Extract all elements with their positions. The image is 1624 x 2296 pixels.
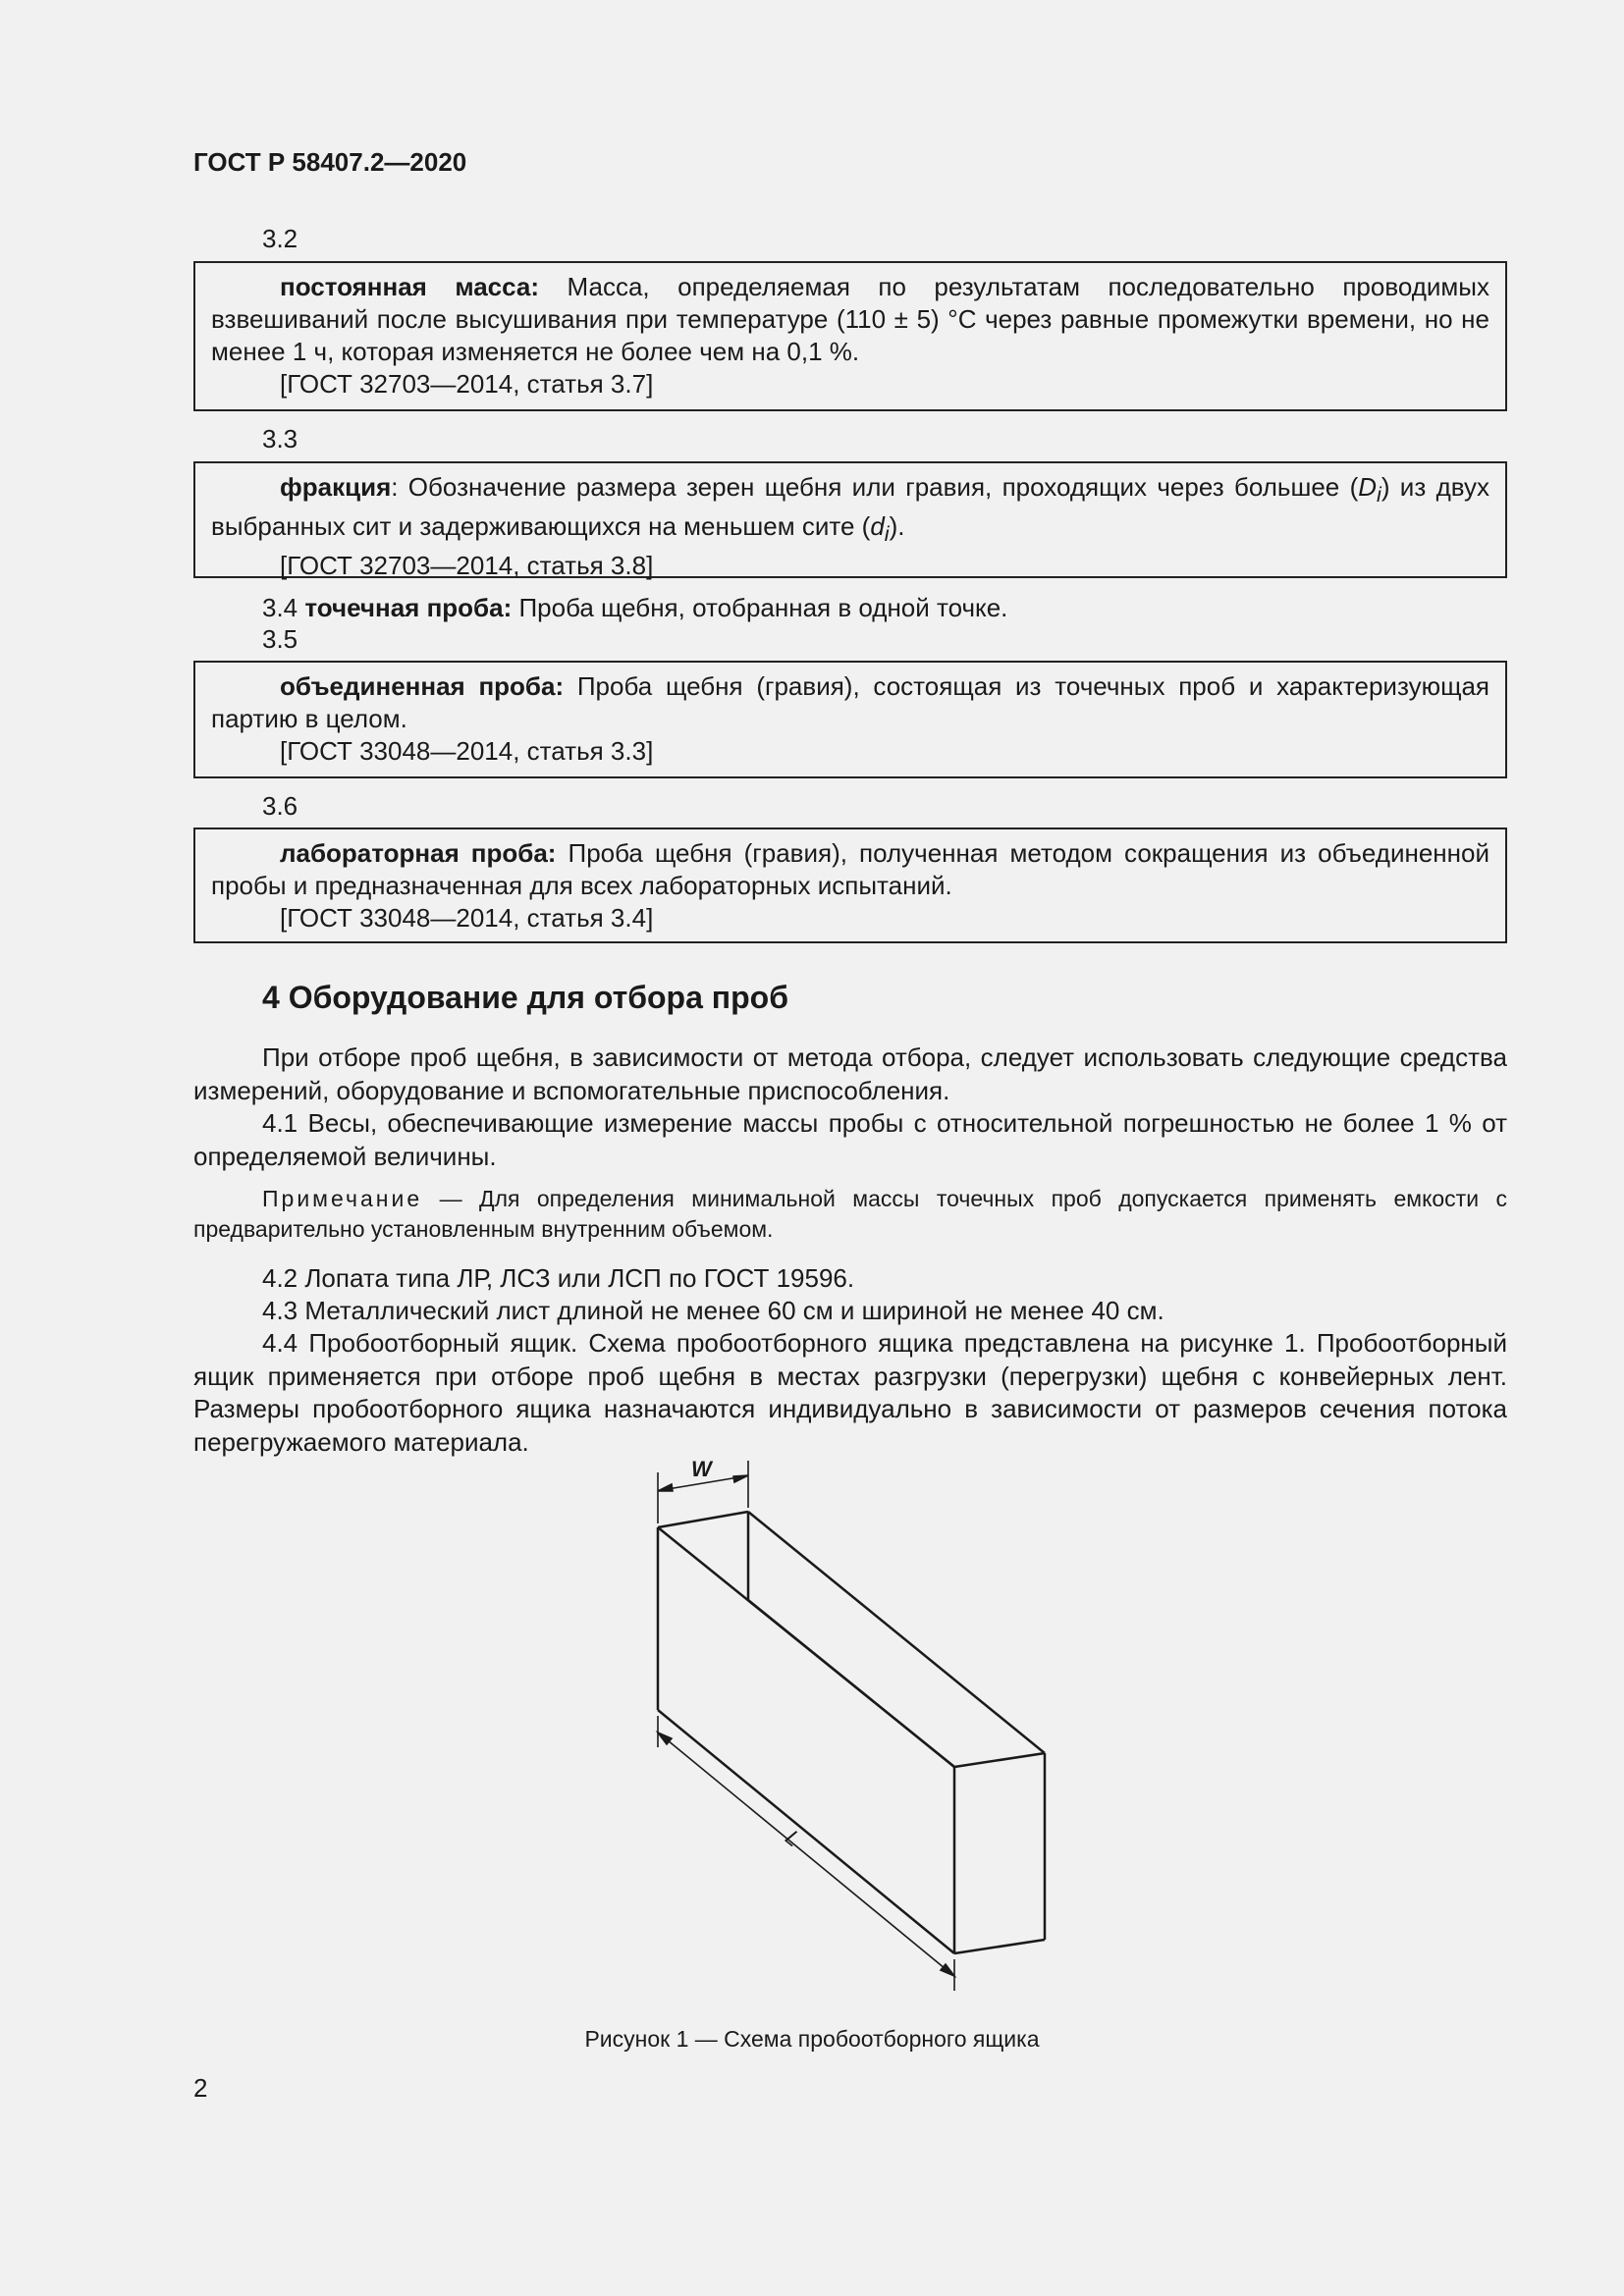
note-label: Примечание (262, 1186, 423, 1211)
paragraph-4-2: 4.2 Лопата типа ЛР, ЛСЗ или ЛСП по ГОСТ 19596. (262, 1263, 855, 1293)
term-name: точечная проба: (304, 593, 513, 622)
dimension-label-l: L (781, 1825, 806, 1852)
note: Примечание — Для определения минимальной массы точечных проб допускается применять емкости с предварительно установленным внутренним объемом. (193, 1186, 1507, 1242)
term-name: постоянная масса: (280, 272, 540, 301)
term-name: объединенная проба: (280, 671, 565, 701)
page-number: 2 (193, 2073, 208, 2103)
term-number: 3.5 (262, 624, 298, 654)
paragraph-4-1: 4.1 Весы, обеспечивающие измерение массы пробы с относительной погрешностью не более 1 % от определяемой величины. (193, 1108, 1507, 1171)
term-number: 3.3 (262, 424, 298, 454)
section-title: 4 Оборудование для отбора проб (262, 980, 788, 1015)
term-3-4: 3.4 точечная проба: Проба щебня, отобранная в одной точке. (262, 593, 1008, 622)
paragraph-4-3: 4.3 Металлический лист длиной не менее 60 см и шириной не менее 40 см. (262, 1296, 1164, 1325)
symbol-D: D (1358, 472, 1378, 502)
term-box-3-3 (193, 461, 1507, 581)
term-source: [ГОСТ 33048—2014, статья 3.4] (280, 903, 654, 933)
figure-caption: Рисунок 1 — Схема пробоотборного ящика (584, 2026, 1040, 2052)
term-name: фракция (280, 472, 392, 502)
term-source: [ГОСТ 32703—2014, статья 3.7] (280, 369, 654, 399)
standard-header: ГОСТ Р 58407.2—2020 (193, 147, 467, 177)
term-number: 3.2 (262, 224, 298, 253)
term-definition: объединенная проба: Проба щебня (гравия), состоящая из точечных проб и характеризующая партию в целом. (211, 671, 1490, 733)
dimension-label-w: W (691, 1457, 712, 1481)
symbol-d: d (870, 511, 885, 542)
paragraph-intro: При отборе проб щебня, в зависимости от метода отбора, следует использовать следующие средства измерений, оборудование и вспомогательные приспособления. (193, 1042, 1507, 1105)
paragraph-4-4: 4.4 Пробоотборный ящик. Схема пробоотборного ящика представлена на рисунке 1. Пробоотборный ящик применяется при отборе проб щебня в местах разгрузки (перегрузки) щебня с конвейерных лент. Размеры пробоотборного ящика назначаются индивидуально в зависимости от размеров сечения потока перегружаемого материала. (193, 1328, 1507, 1457)
term-definition: лабораторная проба: Проба щебня (гравия), полученная методом сокращения из объединенной пробы и предназначенная для всех лабораторных испытаний. (211, 838, 1490, 900)
figure-sampling-box (628, 1453, 1080, 2007)
term-name: лабораторная проба: (280, 838, 557, 868)
term-box-3-2 (193, 261, 1507, 411)
term-text: Масса, определяемая по результатам последовательно проводимых взвешиваний после высушивания при температуре (110 ± 5) °С через равные промежутки времени, но не менее 1 ч, которая изменяется не более чем на 0,1 %. (211, 272, 1489, 366)
term-definition (211, 271, 1489, 368)
term-source: [ГОСТ 33048—2014, статья 3.3] (280, 736, 654, 766)
sampling-box-diagram (628, 1453, 1080, 2002)
term-box-3-5 (193, 661, 1507, 778)
term-source: [ГОСТ 32703—2014, статья 3.8] (280, 551, 654, 581)
term-box-3-6 (193, 828, 1507, 943)
term-number: 3.6 (262, 791, 298, 821)
term-definition: фракция: Обозначение размера зерен щебня или гравия, проходящих через большее $(D_i)$ из двух выбранных сит и задерживающихся на меньшем сите $(d_i)$. (211, 472, 1489, 547)
